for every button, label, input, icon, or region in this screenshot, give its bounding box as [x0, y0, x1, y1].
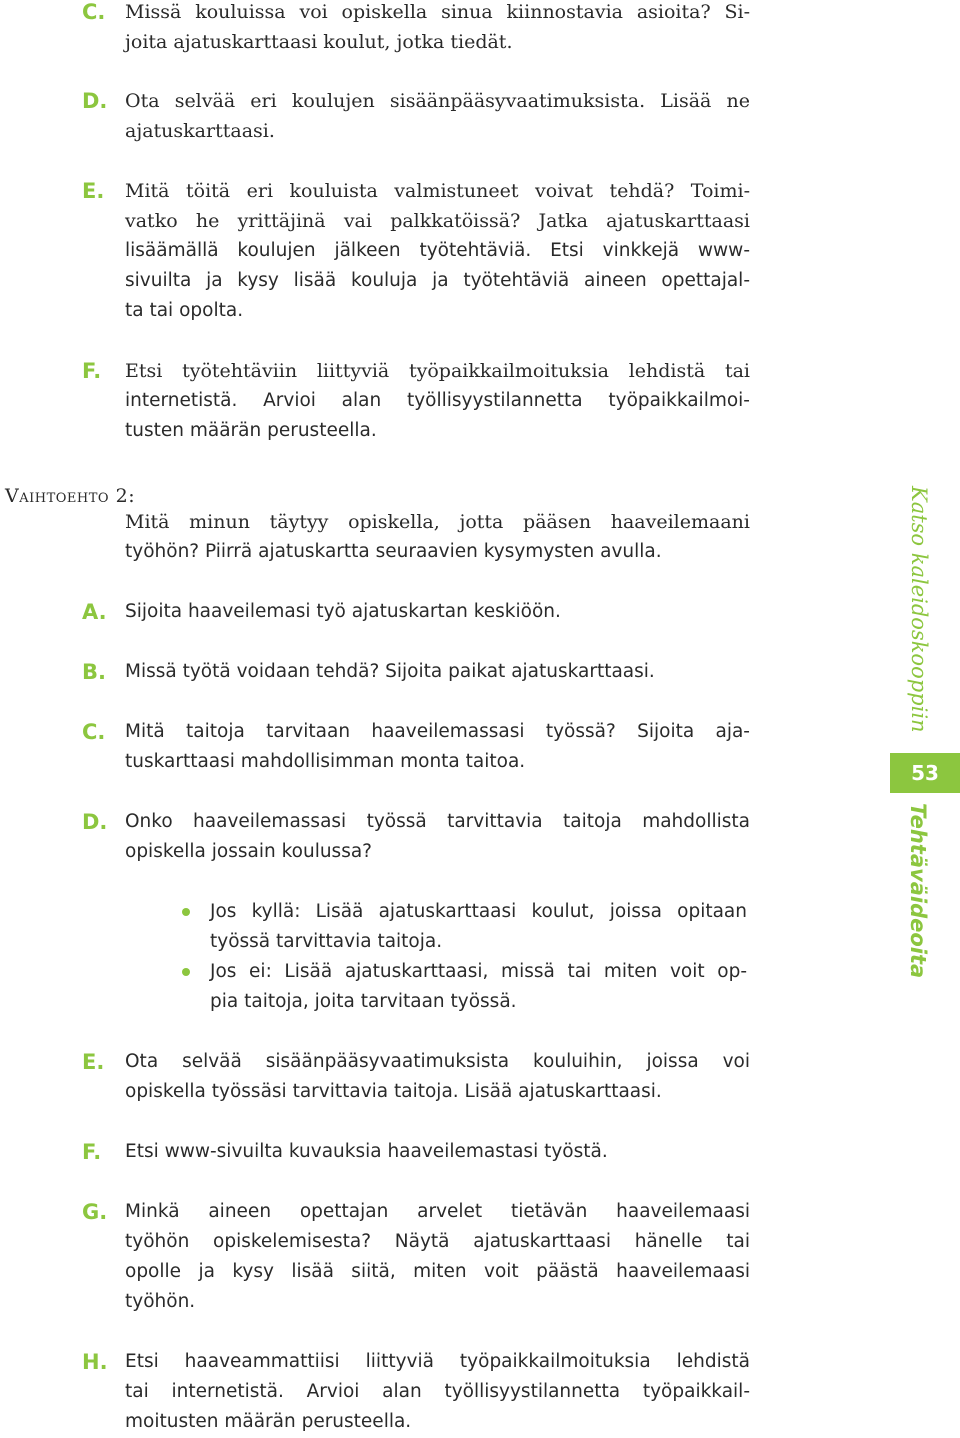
bullet-line: pia taitoja, joita tarvitaan työssä.	[210, 991, 517, 1012]
bullet-line: työssä tarvittavia taitoja.	[210, 931, 443, 952]
intro-line: Mitä minun täytyy opiskella, jotta pääsen haaveilemaani	[125, 511, 750, 533]
item-line: vatko he yrittäjinä vai palkkatöissä? Jatka ajatuskarttaasi	[125, 210, 750, 232]
item-line: Minkä aineen opettajan arvelet tietävän haaveilemaasi	[125, 1201, 750, 1222]
item-line: opiskella työssäsi tarvittavia taitoja. Lisää ajatuskarttaasi.	[125, 1081, 662, 1102]
item-letter: C.	[82, 0, 106, 24]
bullet-dot-icon	[182, 968, 190, 976]
bullet-line: Jos kyllä: Lisää ajatuskarttaasi koulut, joissa opitaan	[210, 901, 747, 922]
item-letter: D.	[82, 810, 108, 834]
item-line: tai internetistä. Arvioi alan työllisyystilannetta työpaikkail-	[125, 1381, 750, 1402]
item-line: opiskella jossain koulussa?	[125, 841, 372, 862]
item-line: Mitä taitoja tarvitaan haaveilemassasi työssä? Sijoita aja-	[125, 721, 750, 742]
item-line: Sijoita haaveilemasi työ ajatuskartan keskiöön.	[125, 601, 561, 622]
item-line: sivuilta ja kysy lisää kouluja ja työtehtäviä aineen opettajal-	[125, 270, 750, 291]
item-letter: E.	[82, 179, 105, 203]
item-line: Ota selvää eri koulujen sisäänpääsyvaatimuksista. Lisää ne	[125, 90, 750, 112]
item-line: joita ajatuskarttaasi koulut, jotka tiedät.	[125, 31, 513, 53]
item-letter: G.	[82, 1200, 108, 1224]
item-line: Etsi www-sivuilta kuvauksia haaveilemastasi työstä.	[125, 1141, 608, 1162]
item-letter: A.	[82, 600, 107, 624]
item-letter: C.	[82, 720, 106, 744]
item-line: Mitä töitä eri kouluista valmistuneet voivat tehdä? Toimi-	[125, 180, 750, 202]
item-line: Onko haaveilemassasi työssä tarvittavia taitoja mahdollista	[125, 811, 750, 832]
item-line: moitusten määrän perusteella.	[125, 1411, 412, 1432]
item-line: tuskarttaasi mahdollisimman monta taitoa.	[125, 751, 526, 772]
item-line: ajatuskarttaasi.	[125, 120, 275, 142]
item-line: työhön.	[125, 1291, 196, 1312]
item-line: Etsi haaveammattiisi liittyviä työpaikkailmoituksia lehdistä	[125, 1351, 750, 1372]
item-letter: B.	[82, 660, 106, 684]
bullet-dot-icon	[182, 908, 190, 916]
item-letter: F.	[82, 359, 102, 383]
bullet-line: Jos ei: Lisää ajatuskarttaasi, missä tai miten voit op-	[210, 961, 747, 982]
item-line: Ota selvää sisäänpääsyvaatimuksista kouluihin, joissa voi	[125, 1051, 750, 1072]
intro-line: työhön? Piirrä ajatuskartta seuraavien kysymysten avulla.	[125, 541, 662, 562]
item-line: ta tai opolta.	[125, 300, 244, 321]
item-line: Missä työtä voidaan tehdä? Sijoita paikat ajatuskarttaasi.	[125, 661, 655, 682]
item-letter: D.	[82, 89, 108, 113]
item-line: internetistä. Arvioi alan työllisyystilannetta työpaikkailmoi-	[125, 390, 750, 411]
item-line: työhön opiskelemisesta? Näytä ajatuskarttaasi hänelle tai	[125, 1231, 750, 1252]
item-line: Missä kouluissa voi opiskella sinua kiinnostavia asioita? Si-	[125, 1, 750, 23]
page-number: 53	[890, 753, 960, 793]
item-line: lisäämällä koulujen jälkeen työtehtäviä. Etsi vinkkejä www-	[125, 240, 750, 261]
item-letter: E.	[82, 1050, 105, 1074]
item-letter: F.	[82, 1140, 102, 1164]
section-heading: Vaihtoehto 2:	[5, 485, 136, 507]
item-line: Etsi työtehtäviin liittyviä työpaikkailmoituksia lehdistä tai	[125, 360, 750, 382]
item-line: tusten määrän perusteella.	[125, 420, 377, 441]
item-letter: H.	[82, 1350, 108, 1374]
sidebar-caption: Katso kaleidoskooppiin	[907, 486, 931, 733]
sidebar-section-title: Tehtäväideoita	[906, 803, 930, 979]
item-line: opolle ja kysy lisää siitä, miten voit päästä haaveilemaasi	[125, 1261, 750, 1282]
